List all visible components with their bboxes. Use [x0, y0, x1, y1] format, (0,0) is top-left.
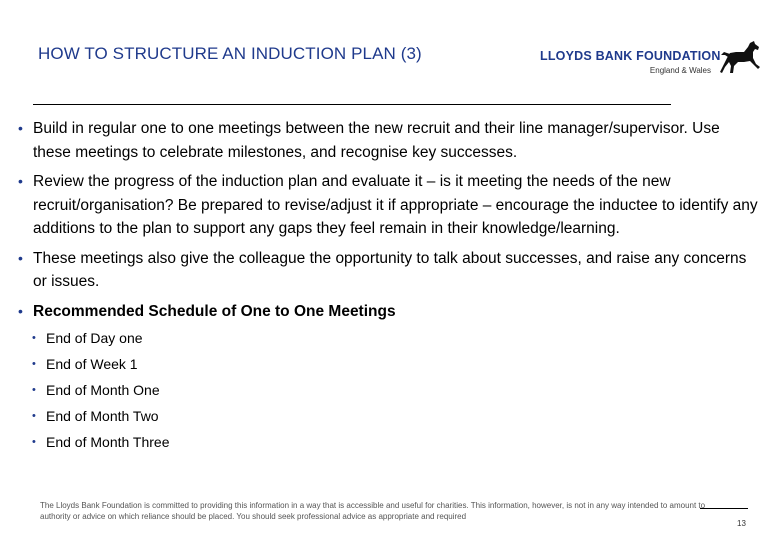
- logo-name: LLOYDS BANK FOUNDATION: [540, 49, 721, 63]
- sub-bullet-dot: •: [32, 332, 36, 344]
- schedule-item: [18, 329, 758, 347]
- schedule-item-text: End of Day one: [46, 330, 143, 346]
- sub-bullet-dot: •: [32, 358, 36, 370]
- bullet-dot: •: [18, 249, 23, 266]
- bullet-item: [18, 247, 758, 294]
- sub-bullet-dot: •: [32, 410, 36, 422]
- bullet-item: [18, 170, 758, 241]
- page-title: HOW TO STRUCTURE AN INDUCTION PLAN (3): [38, 44, 422, 63]
- title-divider: [33, 104, 671, 105]
- bullet-item: [18, 117, 758, 164]
- footer-disclaimer: The Lloyds Bank Foundation is committed to providing this information in a way that is accessible and useful for charities. This information, however, is not in any way intended to amount to authority or advice on which reliance should be placed. You should seek professional advice as appropriate and required: [40, 501, 706, 521]
- schedule-item-text: End of Week 1: [46, 356, 138, 372]
- sub-bullet-dot: •: [32, 384, 36, 396]
- slide-content: [18, 117, 758, 459]
- schedule-heading: Recommended Schedule of One to One Meetings: [33, 302, 396, 320]
- lloyds-bank-foundation-logo: [540, 40, 765, 80]
- bullet-dot: •: [18, 120, 23, 136]
- footer-divider: [700, 508, 748, 509]
- schedule-item: [18, 433, 758, 451]
- black-horse-icon: [720, 40, 762, 76]
- logo-subtitle: England & Wales: [649, 66, 711, 75]
- bullet-item-schedule-heading: [18, 300, 758, 324]
- schedule-item: [18, 355, 758, 373]
- sub-bullet-dot: •: [32, 436, 36, 448]
- schedule-item-text: End of Month One: [46, 382, 160, 398]
- schedule-item: [18, 381, 758, 399]
- bullet-dot: •: [18, 173, 23, 189]
- schedule-list: [18, 329, 758, 451]
- bullet-text: Review the progress of the induction plan and evaluate it – is it meeting the needs of the new recruit/organisation? Be prepared to revise/adjust it if appropriate – encourage the inductee to identify any additions to the plan to support any gaps they feel remain in their knowledge/learning.: [33, 173, 758, 237]
- schedule-item-text: End of Month Two: [46, 408, 159, 424]
- schedule-item-text: End of Month Three: [46, 434, 170, 450]
- bullet-dot: •: [18, 302, 23, 319]
- page-number: 13: [737, 519, 746, 528]
- schedule-item: [18, 407, 758, 425]
- bullet-text: These meetings also give the colleague the opportunity to talk about successes, and raise any concerns or issues.: [33, 249, 747, 290]
- bullet-text: Build in regular one to one meetings between the new recruit and their line manager/supervisor. Use these meetings to celebrate milestones, and recognise key successes.: [33, 120, 720, 161]
